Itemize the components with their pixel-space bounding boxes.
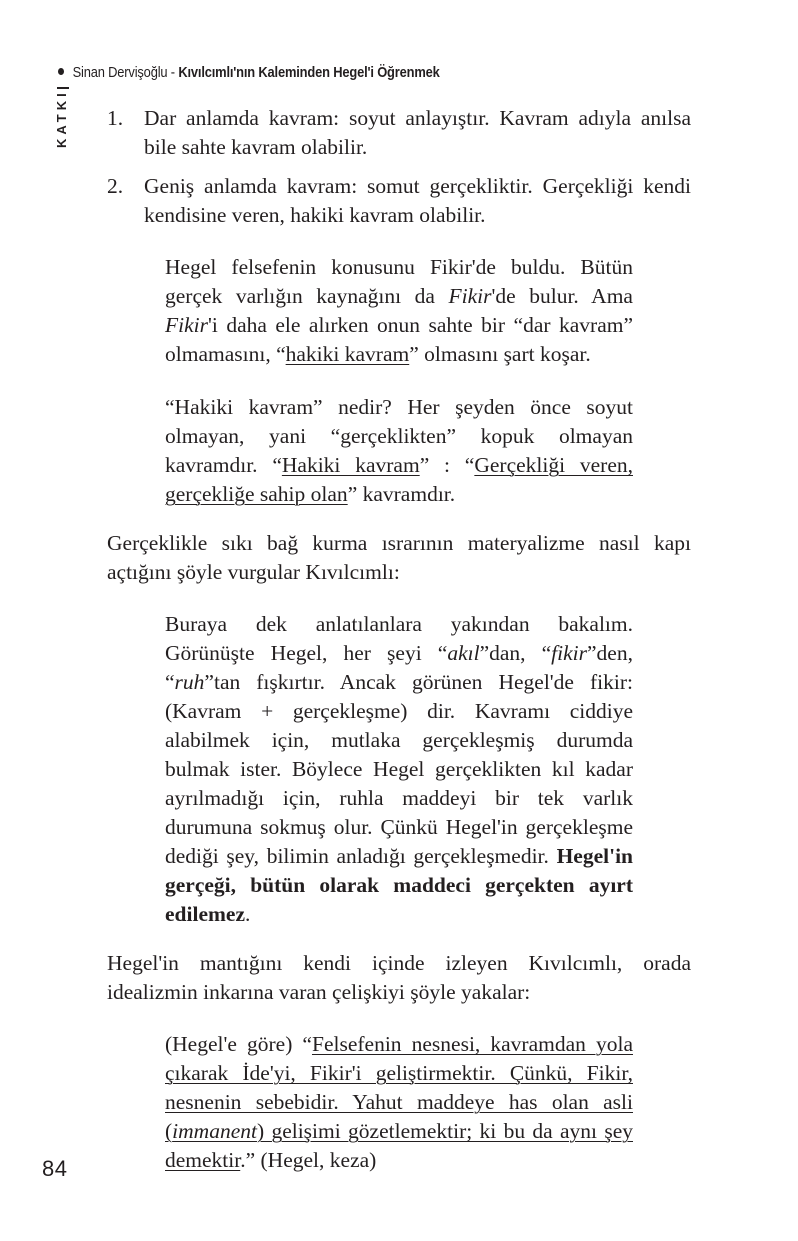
text-run: 'de bulur. Ama: [491, 284, 633, 308]
block-quote-3: [165, 1030, 633, 1175]
header-title: Kıvılcımlı'nın Kaleminden Hegel'i Öğrenmek: [178, 64, 440, 81]
section-side-label: KATKI: [54, 89, 69, 148]
italic-text: Fikir: [165, 313, 208, 337]
header-author: Sinan Dervişoğlu -: [72, 64, 179, 81]
quote-paragraph: [165, 253, 633, 369]
numbered-list: [107, 104, 691, 230]
list-text: Dar anlamda kavram: soyut anlayıştır. Kavram adıyla anılsa bile sahte kavram olabilir.: [144, 106, 691, 159]
text-run: .” (Hegel, keza): [240, 1148, 377, 1172]
quote-paragraph: [165, 393, 633, 509]
bullet-icon: [58, 68, 64, 75]
list-number: 2.: [107, 174, 124, 198]
text-run: Buraya dek anlatılanlara yakından bakalım. Görünüşte Hegel, her şeyi “: [165, 612, 633, 665]
text-run: ” : “: [419, 453, 475, 477]
underlined-italic-text: immanent: [172, 1119, 257, 1143]
text-run: .: [245, 902, 251, 926]
underlined-text: hakiki kavram: [285, 342, 410, 366]
page-number: 84: [42, 1156, 68, 1181]
text-run: (Hegel'e göre) “: [165, 1032, 312, 1056]
block-quote-2: [165, 610, 633, 929]
list-number: 1.: [107, 106, 124, 130]
list-item: [107, 104, 691, 162]
italic-text: fikir: [551, 641, 588, 665]
text-run: ” olmasını şart koşar.: [409, 342, 591, 366]
list-item: [107, 172, 691, 230]
text-run: “Hakiki kavram” nedir? Her şeyden önce soyut olmayan, yani “gerçeklikten” kopuk olmayan kavramdır. “: [165, 395, 633, 477]
text-run: ” kavramdır.: [347, 482, 456, 506]
underlined-text: Hakiki kavram: [281, 453, 420, 477]
page-content: [107, 104, 691, 1195]
quote-paragraph: [165, 1030, 633, 1175]
underlined-text: ) gelişimi gözetlemektir; ki bu da aynı şey demektir: [165, 1119, 633, 1172]
text-run: Hegel felsefenin konusunu Fikir'de buldu. Bütün gerçek varlığın kaynağını da: [165, 255, 633, 308]
block-quote-1: [165, 253, 633, 509]
running-header: [58, 64, 440, 81]
italic-text: Fikir: [448, 284, 492, 308]
underlined-text: Gerçekliği veren, gerçekliğe sahip olan: [165, 453, 633, 506]
bold-text: Hegel'in gerçeği, bütün olarak maddeci gerçekten ayırt edilemez: [165, 844, 633, 926]
body-paragraph: Gerçeklikle sıkı bağ kurma ısrarının materyalizme nasıl kapı açtığını şöyle vurgular Kıvılcımlı:: [107, 531, 691, 584]
text-run: 'i daha ele alırken onun sahte bir “dar kavram” olmamasını, “: [165, 313, 633, 366]
italic-text: akıl: [447, 641, 480, 665]
text-run: ”dan, “: [479, 641, 552, 665]
text-run: ”tan fışkırtır. Ancak görünen Hegel'de fikir: (Kavram + gerçekleşme) dir. Kavramı ciddiye alabilmek için, mutlaka gerçekleşmiş durumda bulmak ister. Böylece Hegel gerçeklikten kıl kadar ayrılmadığı için, ruhla maddeyi bir tek varlık durumuna sokmuş olur. Çünkü Hegel'in gerçekleşme dediği şey, bilimin anladığı gerçekleşmedir.: [165, 670, 633, 868]
italic-text: ruh: [174, 670, 205, 694]
text-run: ”den, “: [165, 641, 633, 694]
body-paragraph: Hegel'in mantığını kendi içinde izleyen Kıvılcımlı, orada idealizmin inkarına varan çelişkiyi şöyle yakalar:: [107, 951, 691, 1004]
quote-paragraph: [165, 610, 633, 929]
list-text: Geniş anlamda kavram: somut gerçekliktir. Gerçekliği kendi kendisine veren, hakiki kavram olabilir.: [144, 174, 691, 227]
underlined-text: Felsefenin nesnesi, kavramdan yola çıkarak İde'yi, Fikir'i geliştirmektir. Çünkü, Fikir, nesnenin sebebidir. Yahut maddeye has olan asli (: [165, 1032, 633, 1143]
